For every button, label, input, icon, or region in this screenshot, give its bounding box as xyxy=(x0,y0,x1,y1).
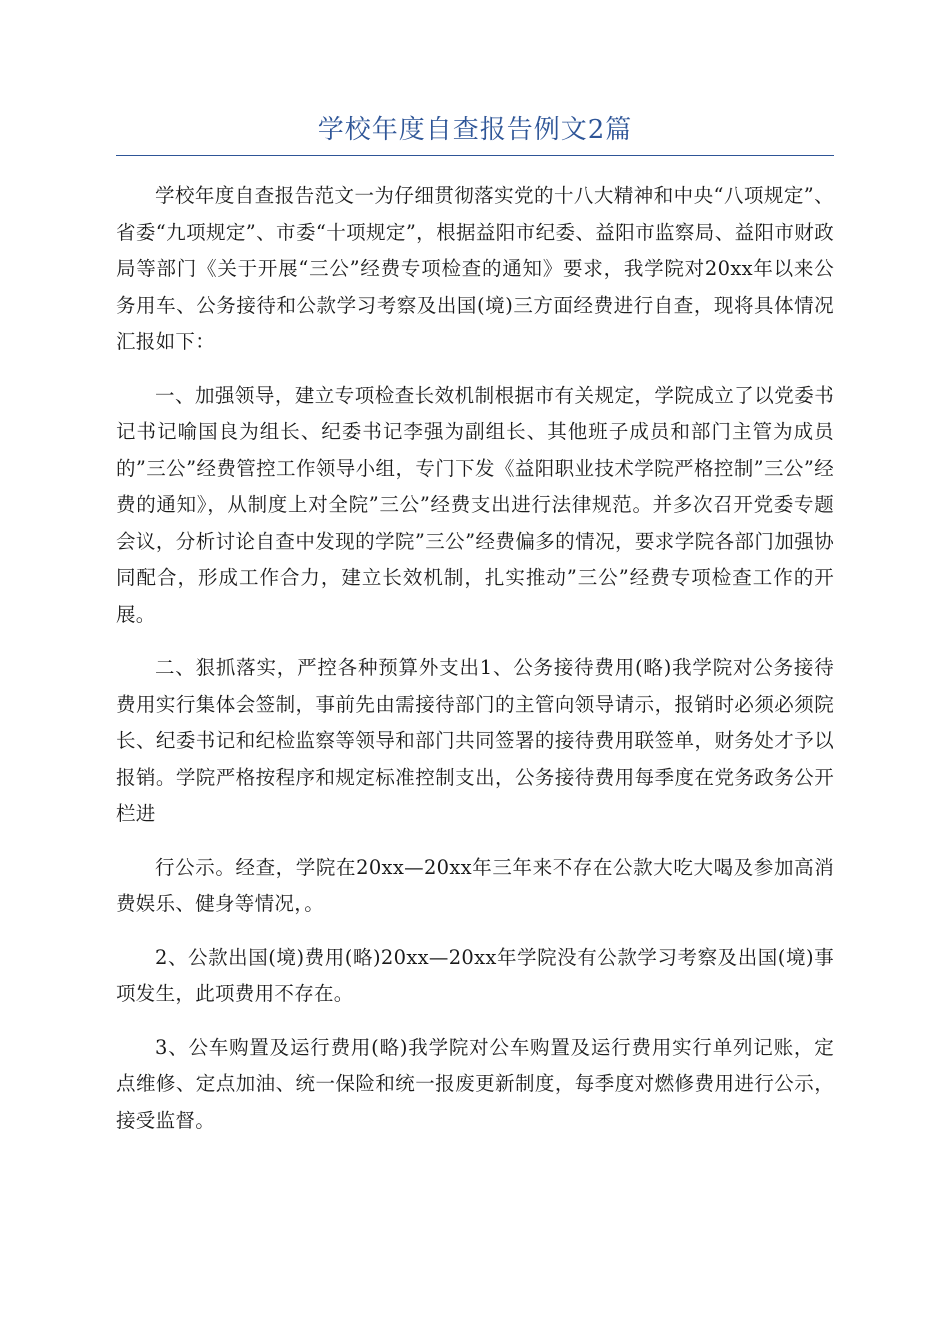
title-underline xyxy=(116,155,834,156)
paragraph-intro: 学校年度自查报告范文一为仔细贯彻落实党的十八大精神和中央“八项规定”、省委“九项规定”、市委“十项规定”，根据益阳市纪委、益阳市监察局、益阳市财政局等部门《关于开展“三公”经费专项检查的通知》要求，我学院对20xx年以来公务用车、公务接待和公款学习考察及出国(境)三方面经费进行自查，现将具体情况汇报如下： xyxy=(116,184,834,353)
paragraph-section-2: 二、狠抓落实，严控各种预算外支出1、公务接待费用(略)我学院对公务接待费用实行集体会签制，事前先由需接待部门的主管向领导请示，报销时必须必须院长、纪委书记和纪检监察等领导和部门共同签署的接待费用联签单，财务处才予以报销。学院严格按程序和规定标准控制支出，公务接待费用每季度在党务政务公开栏进 xyxy=(116,656,834,825)
paragraph-section-1: 一、加强领导，建立专项检查长效机制根据市有关规定，学院成立了以党委书记书记喻国良为组长、纪委书记李强为副组长、其他班子成员和部门主管为成员的”三公”经费管控工作领导小组，专门下发《益阳职业技术学院严格控制”三公”经费的通知》，从制度上对全院”三公”经费支出进行法律规范。并多次召开党委专题会议，分析讨论自查中发现的学院”三公”经费偏多的情况，要求学院各部门加强协同配合，形成工作合力，建立长效机制，扎实推动”三公”经费专项检查工作的开展。 xyxy=(116,383,834,626)
document-body xyxy=(116,178,834,1139)
paragraph-section-2-continued: 行公示。经查，学院在20xx—20xx年三年来不存在公款大吃大喝及参加高消费娱乐、健身等情况，。 xyxy=(116,855,834,915)
paragraph-item-2: 2、公款出国(境)费用(略)20xx—20xx年学院没有公款学习考察及出国(境)事项发生，此项费用不存在。 xyxy=(116,945,834,1005)
document-page xyxy=(116,110,834,1156)
document-title: 学校年度自查报告例文2篇 xyxy=(317,115,633,145)
paragraph-item-3: 3、公车购置及运行费用(略)我学院对公车购置及运行费用实行单列记账，定点维修、定点加油、统一保险和统一报废更新制度，每季度对燃修费用进行公示，接受监督。 xyxy=(116,1035,834,1132)
